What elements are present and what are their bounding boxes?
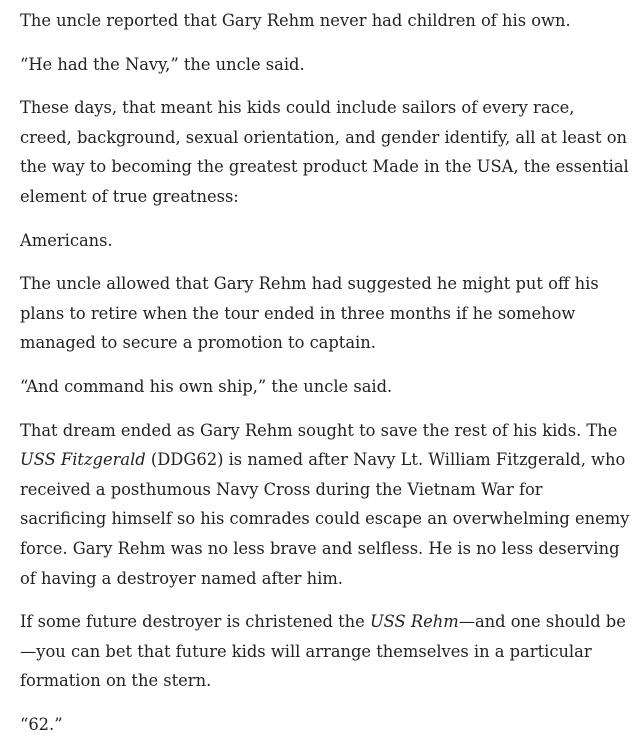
paragraph-text: —and one should be—you can bet that future kids will arrange themselves in a particular formation on the stern. xyxy=(20,612,626,691)
article-body xyxy=(20,6,630,753)
paragraph-text: (DDG62) is named after Navy Lt. William Fitzgerald, who received a posthumous Navy Cross during the Vietnam War for sacrificing himself so his comrades could escape an overwhelming enemy force. Gary Rehm was no less brave and selfless. He is no less deserving of having a destroyer named after him. xyxy=(20,450,630,588)
paragraph xyxy=(20,50,630,80)
paragraph xyxy=(20,710,630,740)
paragraph xyxy=(20,93,630,211)
paragraph-text: The uncle reported that Gary Rehm never had children of his own. xyxy=(20,11,571,30)
quote-text: “62.” xyxy=(20,714,63,734)
quote-text: “And command his own ship,” the uncle said. xyxy=(20,376,393,396)
paragraph xyxy=(20,226,630,256)
paragraph xyxy=(20,269,630,358)
paragraph-text: Americans. xyxy=(20,230,113,250)
paragraph xyxy=(20,416,630,594)
paragraph-text: That dream ended as Gary Rehm sought to save the rest of his kids. The xyxy=(20,420,618,440)
paragraph-text: These days, that meant his kids could include sailors of every race, creed, background, sexual orientation, and gender identify, all at least on the way to becoming the greatest product Made in the USA, the essential element of true greatness: xyxy=(20,98,629,206)
paragraph xyxy=(20,372,630,402)
ship-name: USS Rehm xyxy=(369,612,459,632)
paragraph xyxy=(20,6,630,36)
ship-name: USS Fitzgerald xyxy=(20,450,146,470)
paragraph-text: If some future destroyer is christened the xyxy=(20,612,370,632)
paragraph-text: The uncle allowed that Gary Rehm had suggested he might put off his plans to retire when the tour ended in three months if he somehow managed to secure a promotion to captain. xyxy=(20,274,599,353)
quote-text: “He had the Navy,” the uncle said. xyxy=(20,54,305,74)
paragraph xyxy=(20,607,630,696)
